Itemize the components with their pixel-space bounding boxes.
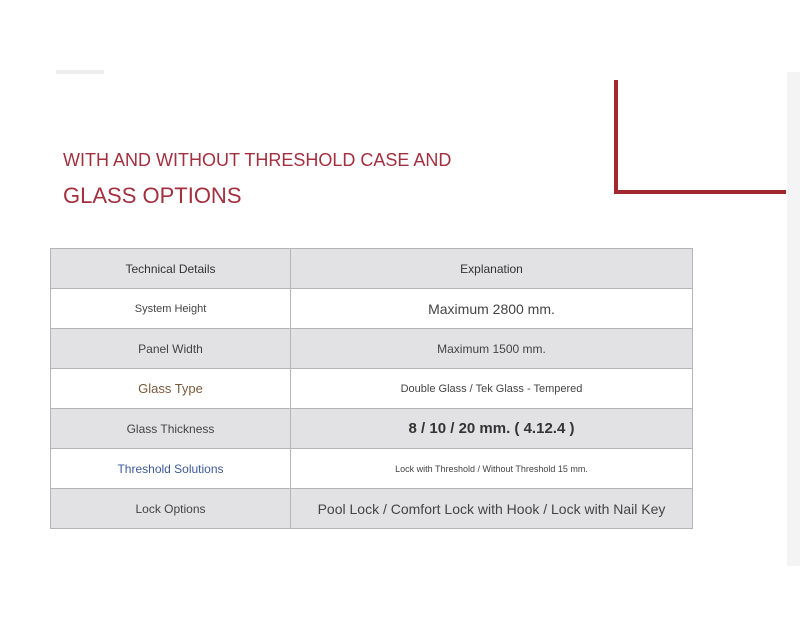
table-row [51, 409, 693, 449]
row-value-threshold-solutions: Lock with Threshold / Without Threshold 15 mm. [291, 449, 693, 489]
row-value-system-height: Maximum 2800 mm. [291, 289, 693, 329]
row-label-glass-thickness: Glass Thickness [51, 409, 291, 449]
page-heading-line-1: WITH AND WITHOUT THRESHOLD CASE AND [63, 150, 452, 170]
corner-accent-line [614, 80, 786, 194]
table-row [51, 289, 693, 329]
row-label-threshold-solutions: Threshold Solutions [51, 449, 291, 489]
row-value-lock-options: Pool Lock / Comfort Lock with Hook / Lock with Nail Key [291, 489, 693, 529]
row-value-glass-thickness: 8 / 10 / 20 mm. ( 4.12.4 ) [291, 409, 693, 449]
header-explanation: Explanation [291, 249, 693, 289]
table-header-row [51, 249, 693, 289]
table-row [51, 449, 693, 489]
page-heading-line-2: GLASS OPTIONS [63, 183, 242, 208]
row-label-panel-width: Panel Width [51, 329, 291, 369]
technical-details-table [50, 248, 693, 529]
table-row [51, 369, 693, 409]
table-row [51, 329, 693, 369]
faint-header-mark [56, 70, 104, 74]
row-value-glass-type: Double Glass / Tek Glass - Tempered [291, 369, 693, 409]
table-row [51, 489, 693, 529]
row-label-glass-type: Glass Type [51, 369, 291, 409]
header-technical-details: Technical Details [51, 249, 291, 289]
row-label-lock-options: Lock Options [51, 489, 291, 529]
page-edge-strip [787, 72, 800, 566]
row-label-system-height: System Height [51, 289, 291, 329]
row-value-panel-width: Maximum 1500 mm. [291, 329, 693, 369]
